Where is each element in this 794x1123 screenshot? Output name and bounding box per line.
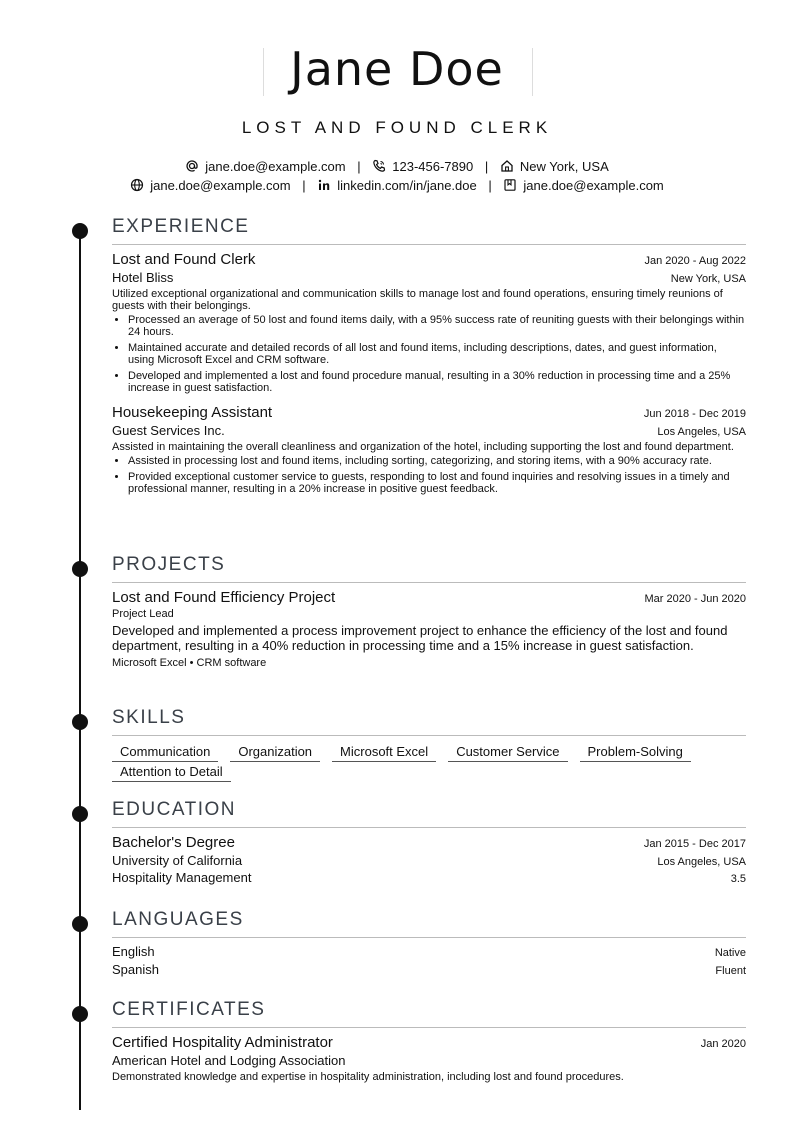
- company-name: Guest Services Inc.: [112, 423, 225, 438]
- skill-tag: Communication: [112, 743, 218, 762]
- project-tools: Microsoft Excel • CRM software: [112, 657, 267, 669]
- job-title: LOST AND FOUND CLERK: [241, 118, 553, 137]
- bullet-item: • Assisted in processing lost and found items, including sorting, categorizing, and storing items, with a 90% accuracy rate.: [128, 455, 746, 467]
- section-title: PROJECTS: [112, 554, 226, 575]
- phone-icon: [372, 159, 386, 173]
- section-title: SKILLS: [112, 707, 186, 728]
- skills-section: [112, 706, 746, 782]
- contact-line-1: [0, 159, 794, 174]
- timeline-dot: [72, 1006, 88, 1022]
- bookmark-icon: [503, 178, 517, 192]
- experience-entry: [112, 251, 746, 394]
- bullet-item: • Provided exceptional customer service to guests, responding to lost and found inquiries and resolving issues in a timely and professional manner, resulting in a 20% increase in positive guest feedback.: [128, 471, 746, 495]
- portfolio-item[interactable]: jane.doe@example.com: [503, 178, 663, 193]
- timeline-line: [79, 230, 81, 1110]
- school-location: Los Angeles, USA: [657, 856, 746, 868]
- phone-item[interactable]: 123-456-7890: [372, 159, 477, 174]
- certificate-name: Certified Hospitality Administrator: [112, 1034, 333, 1051]
- language-name: Spanish: [112, 962, 159, 977]
- job-bullets: [112, 455, 746, 495]
- section-divider: [112, 582, 746, 583]
- section-title: CERTIFICATES: [112, 999, 266, 1020]
- experience-section: [112, 215, 746, 499]
- projects-section: [112, 553, 746, 669]
- language-list: [112, 944, 746, 977]
- bullet-item: • Processed an average of 50 lost and found items daily, with a 95% success rate of reuniting guests with their belongings within 24 hours.: [128, 314, 746, 338]
- languages-section: [112, 908, 746, 977]
- location-item: New York, USA: [500, 159, 609, 174]
- language-level: Native: [714, 947, 746, 959]
- job-dates: Jun 2018 - Dec 2019: [643, 408, 746, 420]
- education-dates: Jan 2015 - Dec 2017: [643, 838, 746, 850]
- skill-tag: Problem-Solving: [580, 743, 691, 762]
- timeline-dot: [72, 714, 88, 730]
- certificate-entry: [112, 1034, 746, 1083]
- job-bullets: [112, 314, 746, 394]
- section-divider: [112, 1027, 746, 1028]
- skill-list: [112, 742, 746, 782]
- timeline-dot: [72, 223, 88, 239]
- separator: |: [488, 178, 492, 193]
- job-dates: Jan 2020 - Aug 2022: [644, 255, 746, 267]
- section-divider: [112, 244, 746, 245]
- job-location: New York, USA: [670, 273, 746, 285]
- language-name: English: [112, 944, 155, 959]
- contact-line-2: [0, 178, 794, 193]
- bullet-item: • Developed and implemented a lost and found procedure manual, resulting in a 30% reduction in processing time and a 25% increase in guest satisfaction.: [128, 370, 746, 394]
- project-name: Lost and Found Efficiency Project: [112, 589, 336, 606]
- linkedin-icon: [317, 178, 331, 192]
- separator: |: [484, 159, 489, 174]
- section-divider: [112, 827, 746, 828]
- separator: |: [357, 159, 361, 174]
- project-entry: [112, 589, 746, 669]
- certificate-issuer: American Hotel and Lodging Association: [112, 1053, 346, 1068]
- education-section: [112, 798, 746, 885]
- degree: Bachelor's Degree: [112, 834, 235, 851]
- project-dates: Mar 2020 - Jun 2020: [644, 593, 746, 605]
- job-role: Housekeeping Assistant: [112, 404, 273, 421]
- globe-icon: [130, 178, 144, 192]
- gpa: 3.5: [730, 873, 746, 885]
- project-role: Project Lead: [112, 608, 174, 620]
- section-divider: [112, 937, 746, 938]
- timeline-dot: [72, 916, 88, 932]
- school-name: University of California: [112, 853, 243, 868]
- education-entry: [112, 834, 746, 885]
- skill-tag: Microsoft Excel: [332, 743, 436, 762]
- timeline-dot: [72, 561, 88, 577]
- job-summary: Assisted in maintaining the overall cleanliness and organization of the hotel, including supporting the lost and found department.: [112, 441, 734, 453]
- certificate-date: Jan 2020: [700, 1038, 746, 1050]
- job-role: Lost and Found Clerk: [112, 251, 256, 268]
- timeline-dot: [72, 806, 88, 822]
- email-item[interactable]: jane.doe@example.com: [185, 159, 349, 174]
- section-title: EXPERIENCE: [112, 216, 250, 237]
- job-summary: Utilized exceptional organizational and communication skills to manage lost and found operations, ensuring timely reunions of guests with their belongings.: [112, 288, 723, 312]
- language-level: Fluent: [715, 965, 746, 977]
- skill-tag: Organization: [230, 743, 320, 762]
- field-of-study: Hospitality Management: [112, 870, 252, 885]
- separator: |: [302, 178, 306, 193]
- website-item[interactable]: jane.doe@example.com: [130, 178, 294, 193]
- section-title: EDUCATION: [112, 799, 236, 820]
- section-divider: [112, 735, 746, 736]
- section-title: LANGUAGES: [112, 909, 244, 930]
- linkedin-item[interactable]: linkedin.com/in/jane.doe: [317, 178, 480, 193]
- home-icon: [500, 159, 514, 173]
- experience-entry: [112, 404, 746, 495]
- certificate-description: Demonstrated knowledge and expertise in hospitality administration, including lost and found procedures.: [112, 1071, 624, 1083]
- skill-tag: Customer Service: [448, 743, 567, 762]
- company-name: Hotel Bliss: [112, 270, 174, 285]
- skill-tag: Attention to Detail: [112, 763, 231, 782]
- job-location: Los Angeles, USA: [657, 426, 746, 438]
- certificates-section: [112, 998, 746, 1083]
- bullet-item: • Maintained accurate and detailed records of all lost and found items, including descriptions, dates, and guest information, using Microsoft Excel and CRM software.: [128, 342, 746, 366]
- candidate-name: Jane Doe: [290, 42, 504, 96]
- at-icon: [185, 159, 199, 173]
- project-description: Developed and implemented a process improvement project to enhance the efficiency of the lost and found department, resulting in a 40% reduction in processing time and a 15% increase in guest satisfaction.: [112, 623, 728, 653]
